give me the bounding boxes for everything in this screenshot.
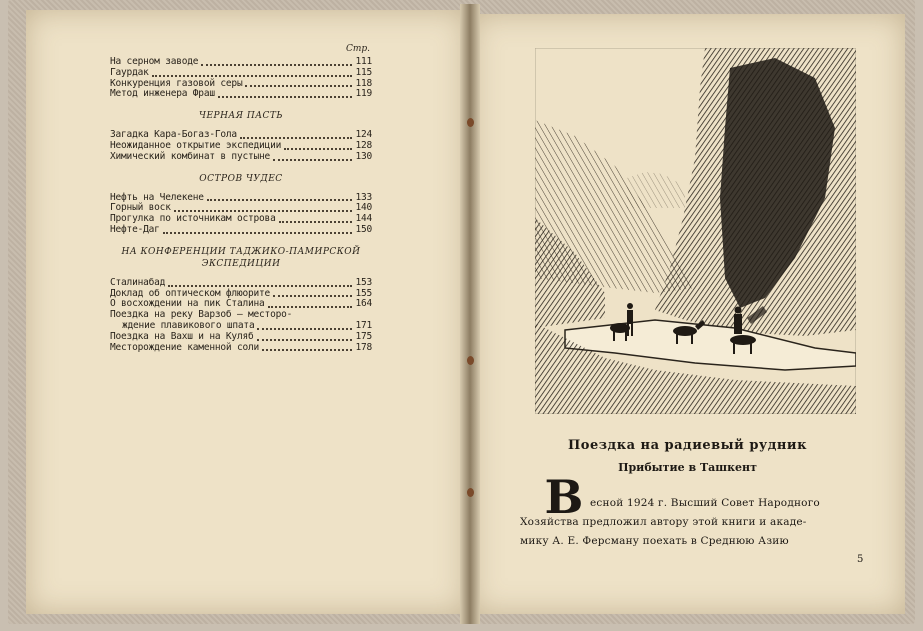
toc-entry bbox=[110, 278, 372, 289]
chapter-subtitle: Прибытие в Ташкент bbox=[618, 461, 757, 474]
body-text-line: мику А. Е. Ферсману поехать в Среднюю Азию bbox=[520, 535, 789, 547]
binding-stitch bbox=[467, 488, 474, 497]
toc-entry-title: Загадка Кара-Богаз-Гола bbox=[110, 129, 237, 141]
leader-dots bbox=[279, 221, 353, 223]
toc-entry bbox=[110, 225, 372, 236]
toc-entry-page: 133 bbox=[355, 191, 372, 203]
page-number: 5 bbox=[857, 554, 864, 565]
toc-entry-title: Гаурдак bbox=[110, 66, 149, 78]
leader-dots bbox=[284, 148, 352, 150]
leader-dots bbox=[240, 137, 352, 139]
toc-entry-title: Неожиданное открытие экспедиции bbox=[110, 139, 282, 151]
drop-cap: В bbox=[544, 470, 584, 524]
toc-entry-title: Химический комбинат в пустыне bbox=[110, 150, 271, 162]
body-text-line: Хозяйства предложил автору этой книги и акаде- bbox=[520, 516, 807, 528]
page-column-header: Стр. bbox=[345, 44, 370, 54]
section-heading: ОСТРОВ ЧУДЕС bbox=[199, 173, 283, 184]
toc-entry bbox=[110, 152, 372, 163]
toc-entry-title: Метод инженера Фраш bbox=[110, 88, 215, 100]
toc-entry-page: 128 bbox=[355, 139, 372, 151]
toc-entry-title: Прогулка по источникам острова bbox=[110, 213, 276, 225]
toc-group bbox=[110, 57, 372, 100]
toc-entry-title: Горный воск bbox=[110, 202, 171, 214]
section-heading: ЧЕРНАЯ ПАСТЬ bbox=[199, 111, 283, 122]
toc-entry-page: 150 bbox=[355, 223, 372, 235]
toc-entry bbox=[110, 343, 372, 354]
toc-entry-page: 153 bbox=[355, 276, 372, 288]
toc-group bbox=[110, 278, 372, 354]
chapter-title: Поездка на радиевый рудник bbox=[568, 438, 807, 453]
leader-dots bbox=[218, 96, 353, 98]
body-text-line: есной 1924 г. Высший Совет Народного bbox=[590, 497, 820, 509]
toc-entry-title: Месторождение каменной соли bbox=[110, 341, 260, 353]
toc-entry-page: 171 bbox=[355, 319, 372, 331]
leader-dots bbox=[273, 295, 352, 297]
toc-entry-page: 155 bbox=[355, 287, 372, 299]
leader-dots bbox=[257, 328, 352, 330]
toc-group bbox=[110, 193, 372, 236]
toc-entry-page: 178 bbox=[355, 341, 372, 353]
toc-entry-page: 144 bbox=[355, 213, 372, 225]
binding-stitch bbox=[467, 118, 474, 127]
toc-entry-page: 115 bbox=[355, 66, 372, 78]
leader-dots bbox=[201, 64, 352, 66]
toc-entry-title: ждение плавикового шпата bbox=[122, 319, 255, 331]
toc-entry bbox=[110, 68, 372, 79]
toc-entry-page: 119 bbox=[355, 88, 372, 100]
toc-entry-page: 140 bbox=[355, 202, 372, 214]
leader-dots bbox=[168, 285, 352, 287]
toc-entry-page: 164 bbox=[355, 298, 372, 310]
toc-entry-title: На серном заводе bbox=[110, 56, 199, 67]
toc-entry bbox=[110, 57, 372, 68]
mountain-road-illustration bbox=[535, 48, 856, 414]
toc-entry bbox=[110, 89, 372, 100]
leader-dots bbox=[152, 75, 353, 77]
toc-entry-title: Нефте-Даг bbox=[110, 223, 160, 235]
toc-entry bbox=[110, 332, 372, 343]
book-gutter bbox=[460, 4, 480, 624]
leader-dots bbox=[163, 232, 353, 234]
toc-entry-title: Поездка на Вахш и на Куляб bbox=[110, 330, 254, 342]
leader-dots bbox=[245, 85, 352, 87]
toc-entry-title: О восхождении на пик Сталина bbox=[110, 298, 265, 310]
leader-dots bbox=[174, 210, 353, 212]
binding-stitch bbox=[467, 356, 474, 365]
section-heading: НА КОНФЕРЕНЦИИ ТАДЖИКО-ПАМИРСКОЙ ЭКСПЕДИЦИИ bbox=[121, 246, 361, 269]
toc-entry-page: 118 bbox=[355, 77, 372, 89]
toc-group bbox=[110, 130, 372, 162]
leader-dots bbox=[207, 199, 353, 201]
toc-entry-page: 175 bbox=[355, 330, 372, 342]
toc-entry-page: 130 bbox=[355, 150, 372, 162]
toc-entry-title: Конкуренция газовой серы bbox=[110, 77, 243, 89]
leader-dots bbox=[262, 349, 352, 351]
leader-dots bbox=[268, 306, 353, 308]
toc-entry-title: Нефть на Челекене bbox=[110, 191, 204, 203]
toc-entry-page: 111 bbox=[355, 56, 372, 67]
toc-entry-title: Сталинабад bbox=[110, 276, 166, 288]
toc-entry-title: Доклад об оптическом флюорите bbox=[110, 287, 271, 299]
leader-dots bbox=[273, 159, 352, 161]
leader-dots bbox=[257, 339, 353, 341]
toc-entry-page: 124 bbox=[355, 129, 372, 141]
toc-entry-title: Поездка на реку Варзоб — месторо- bbox=[110, 309, 293, 321]
table-of-contents bbox=[110, 44, 372, 353]
